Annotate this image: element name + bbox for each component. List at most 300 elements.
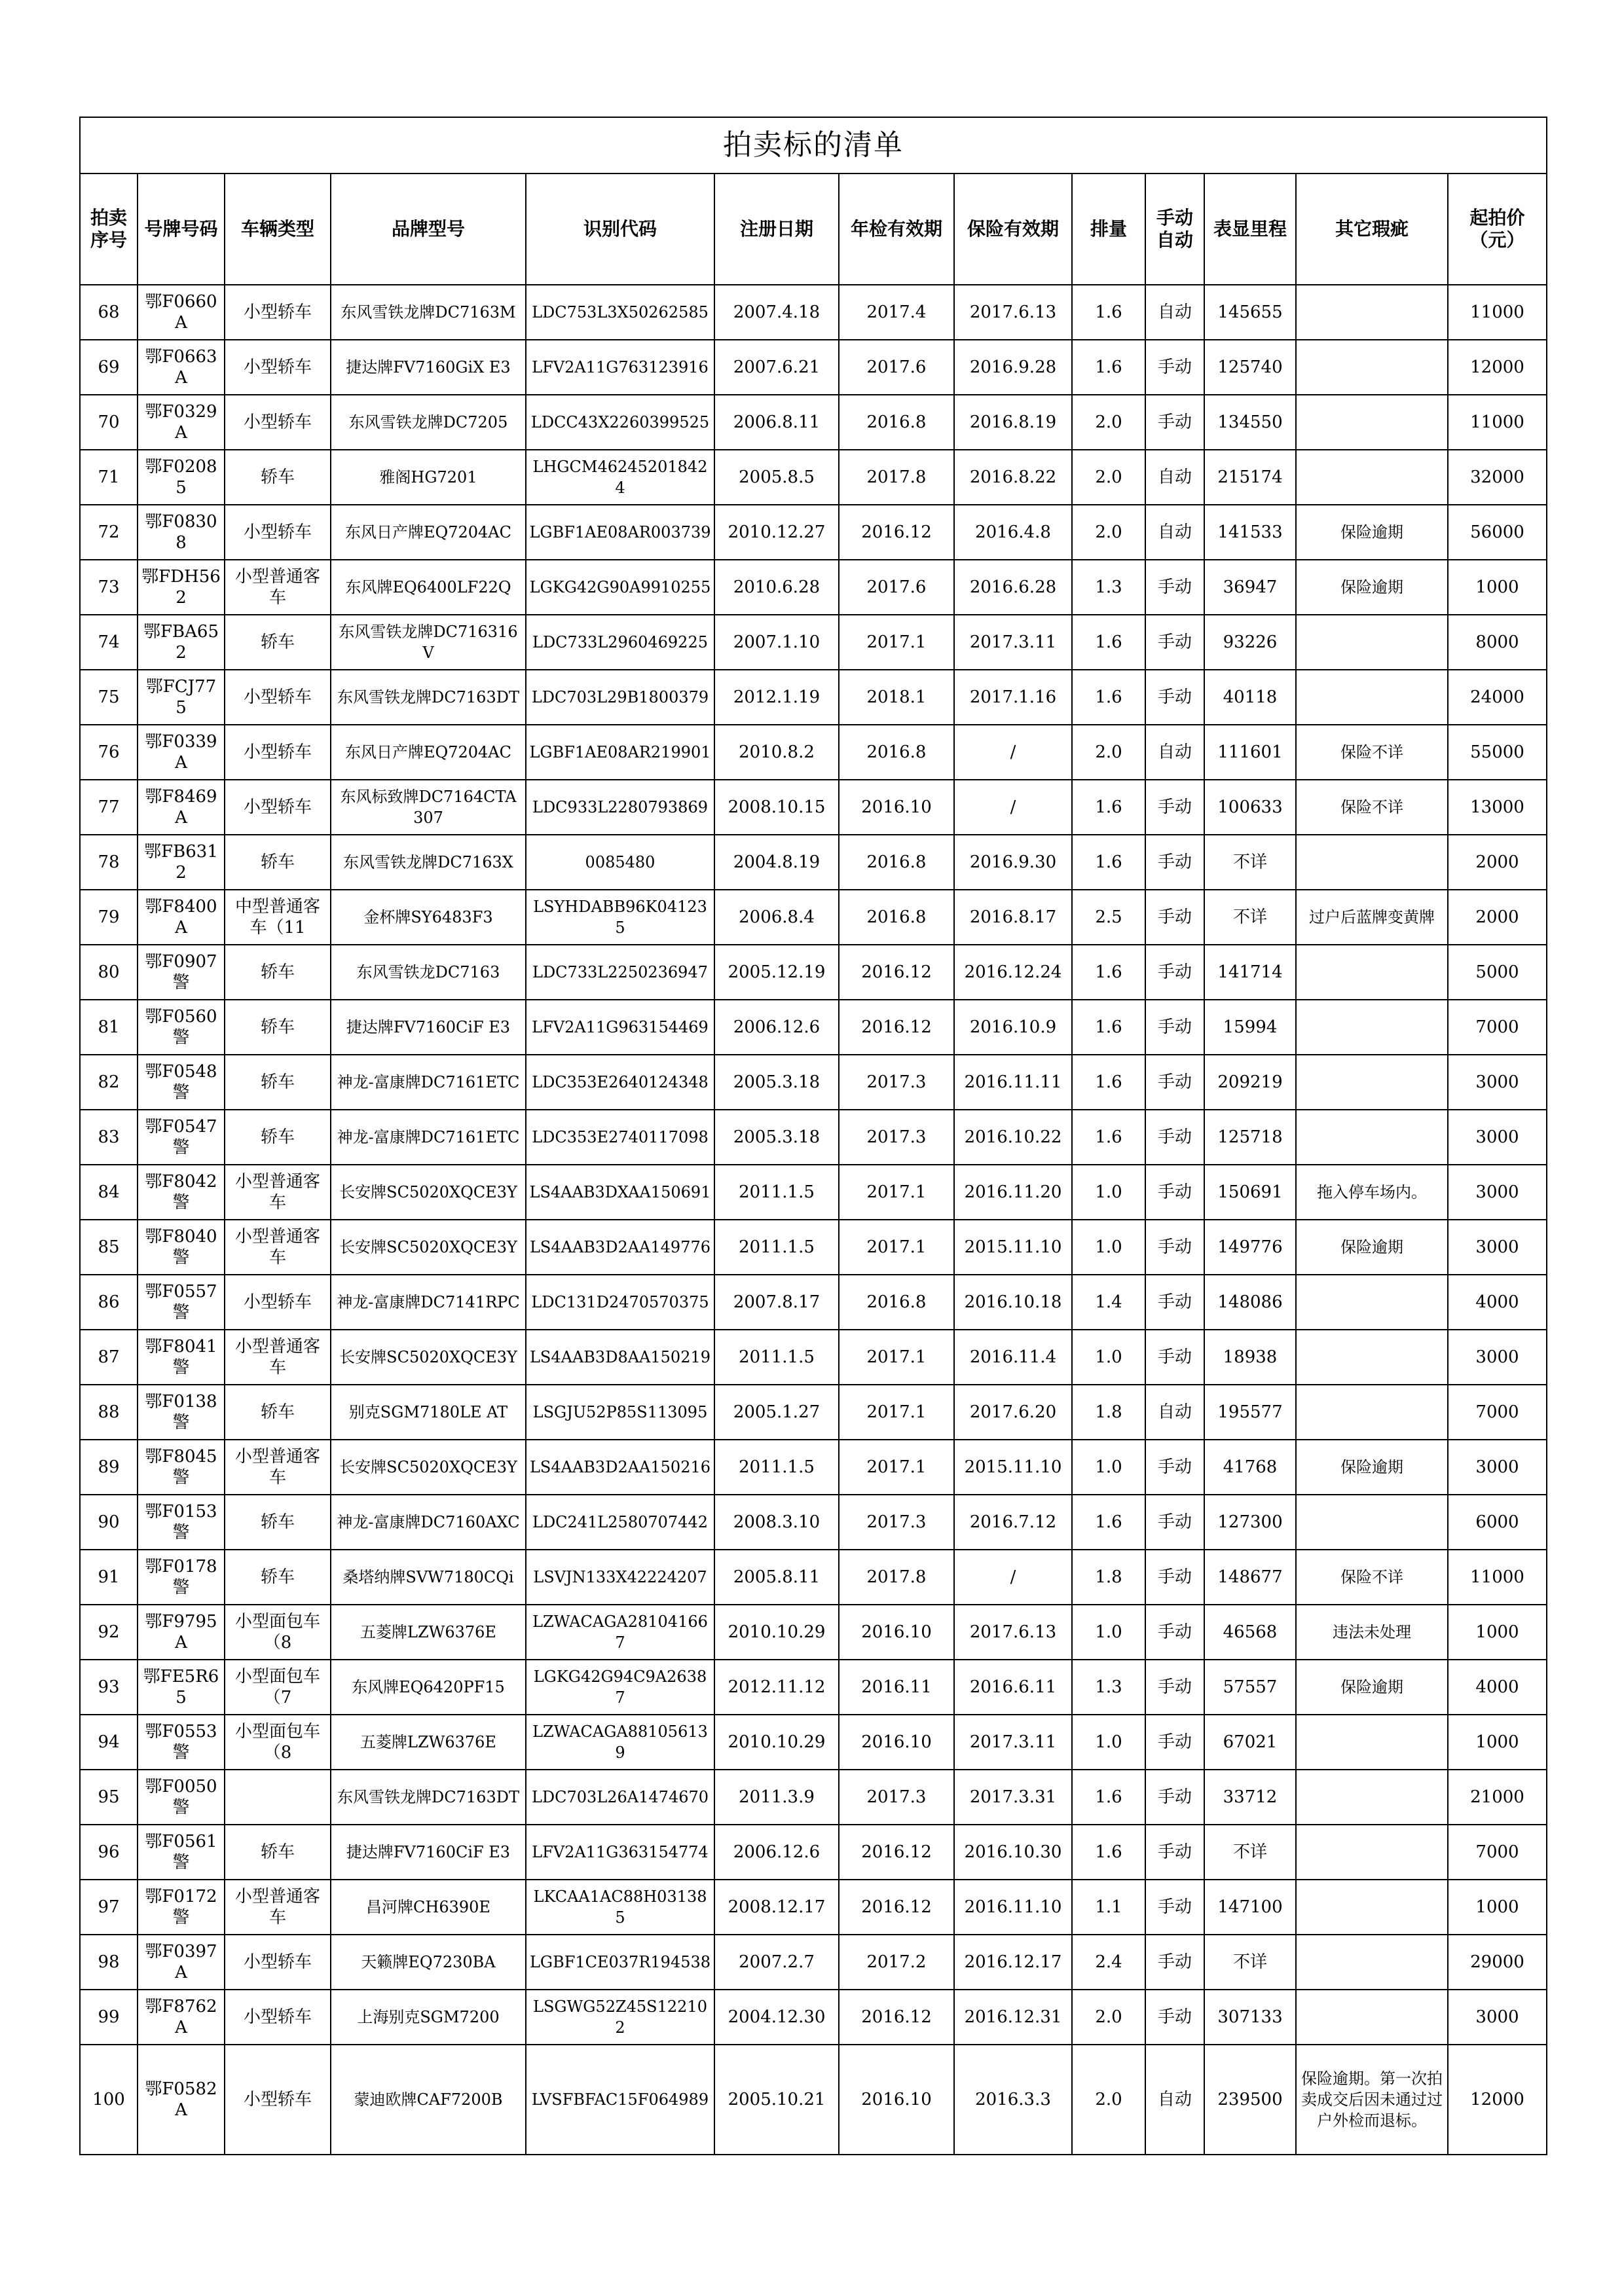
cell-defects <box>1296 1825 1448 1880</box>
cell-plate: 鄂F0178警 <box>138 1550 225 1605</box>
cell-brand-model: 上海别克SGM7200 <box>331 1990 526 2045</box>
cell-lot-no: 98 <box>80 1935 138 1990</box>
cell-vehicle-type: 小型轿车 <box>225 340 331 395</box>
cell-inspection: 2016.8 <box>839 1275 954 1330</box>
cell-displacement: 1.0 <box>1072 1715 1145 1770</box>
cell-start-price: 12000 <box>1448 340 1547 395</box>
cell-mileage: 15994 <box>1204 1000 1296 1055</box>
table-row <box>80 1660 1547 1715</box>
cell-inspection: 2016.11 <box>839 1660 954 1715</box>
cell-register-date: 2006.8.11 <box>714 395 839 450</box>
cell-lot-no: 99 <box>80 1990 138 2045</box>
cell-vehicle-type: 轿车 <box>225 1550 331 1605</box>
cell-plate: 鄂F0557警 <box>138 1275 225 1330</box>
cell-lot-no: 87 <box>80 1330 138 1385</box>
cell-vin: LS4AAB3D2AA149776 <box>526 1220 714 1275</box>
cell-defects <box>1296 1275 1448 1330</box>
cell-displacement: 1.6 <box>1072 1110 1145 1165</box>
cell-vin: LDC353E2640124348 <box>526 1055 714 1110</box>
cell-plate: 鄂F0172警 <box>138 1880 225 1935</box>
cell-vehicle-type: 轿车 <box>225 450 331 505</box>
cell-start-price: 4000 <box>1448 1275 1547 1330</box>
cell-lot-no: 83 <box>80 1110 138 1165</box>
cell-transmission: 手动 <box>1145 1440 1204 1495</box>
cell-plate: 鄂F0582A <box>138 2045 225 2155</box>
cell-vin: LSGJU52P85S113095 <box>526 1385 714 1440</box>
cell-plate: 鄂F8400A <box>138 890 225 945</box>
cell-transmission: 手动 <box>1145 780 1204 835</box>
cell-vin: LS4AAB3D8AA150219 <box>526 1330 714 1385</box>
cell-vin: LGBF1AE08AR003739 <box>526 505 714 560</box>
cell-lot-no: 97 <box>80 1880 138 1935</box>
cell-mileage: 不详 <box>1204 1825 1296 1880</box>
cell-vin: LFV2A11G363154774 <box>526 1825 714 1880</box>
cell-start-price: 1000 <box>1448 560 1547 615</box>
cell-transmission: 手动 <box>1145 1605 1204 1660</box>
table-row <box>80 1440 1547 1495</box>
cell-vehicle-type: 小型轿车 <box>225 1935 331 1990</box>
cell-brand-model: 东风雪铁龙牌DC7163M <box>331 285 526 340</box>
cell-start-price: 2000 <box>1448 835 1547 890</box>
cell-defects: 保险逾期 <box>1296 560 1448 615</box>
cell-displacement: 1.3 <box>1072 1660 1145 1715</box>
cell-transmission: 手动 <box>1145 1990 1204 2045</box>
cell-mileage: 209219 <box>1204 1055 1296 1110</box>
table-row <box>80 615 1547 670</box>
header-plate: 号牌号码 <box>138 173 225 285</box>
cell-mileage: 127300 <box>1204 1495 1296 1550</box>
cell-vin: LZWACAGA281041667 <box>526 1605 714 1660</box>
cell-register-date: 2006.12.6 <box>714 1000 839 1055</box>
cell-plate: 鄂F0663A <box>138 340 225 395</box>
cell-brand-model: 捷达牌FV7160CiF E3 <box>331 1000 526 1055</box>
cell-inspection: 2017.8 <box>839 450 954 505</box>
cell-start-price: 1000 <box>1448 1605 1547 1660</box>
table-row <box>80 1715 1547 1770</box>
cell-insurance: 2015.11.10 <box>954 1220 1072 1275</box>
cell-start-price: 7000 <box>1448 1385 1547 1440</box>
header-displacement: 排量 <box>1072 173 1145 285</box>
cell-start-price: 3000 <box>1448 1055 1547 1110</box>
header-lot-no: 拍卖序号 <box>80 173 138 285</box>
cell-displacement: 1.0 <box>1072 1440 1145 1495</box>
cell-plate: 鄂F8045警 <box>138 1440 225 1495</box>
cell-vehicle-type: 小型普通客车 <box>225 560 331 615</box>
cell-transmission: 手动 <box>1145 1825 1204 1880</box>
header-register-date: 注册日期 <box>714 173 839 285</box>
cell-register-date: 2004.8.19 <box>714 835 839 890</box>
cell-insurance: 2016.11.4 <box>954 1330 1072 1385</box>
cell-lot-no: 88 <box>80 1385 138 1440</box>
cell-lot-no: 91 <box>80 1550 138 1605</box>
cell-displacement: 2.0 <box>1072 1990 1145 2045</box>
cell-register-date: 2010.10.29 <box>714 1715 839 1770</box>
cell-mileage: 148086 <box>1204 1275 1296 1330</box>
cell-insurance: 2016.8.19 <box>954 395 1072 450</box>
cell-mileage: 215174 <box>1204 450 1296 505</box>
cell-plate: 鄂F0153警 <box>138 1495 225 1550</box>
cell-vehicle-type: 小型轿车 <box>225 1275 331 1330</box>
cell-register-date: 2005.12.19 <box>714 945 839 1000</box>
cell-vehicle-type: 轿车 <box>225 945 331 1000</box>
cell-insurance: / <box>954 1550 1072 1605</box>
cell-mileage: 145655 <box>1204 285 1296 340</box>
cell-vin: LGKG42G94C9A26387 <box>526 1660 714 1715</box>
cell-defects: 保险不详 <box>1296 780 1448 835</box>
cell-displacement: 1.6 <box>1072 1055 1145 1110</box>
cell-mileage: 141533 <box>1204 505 1296 560</box>
cell-displacement: 1.6 <box>1072 1495 1145 1550</box>
cell-inspection: 2017.3 <box>839 1770 954 1825</box>
cell-inspection: 2017.4 <box>839 285 954 340</box>
cell-inspection: 2016.8 <box>839 890 954 945</box>
cell-register-date: 2011.1.5 <box>714 1440 839 1495</box>
table-row <box>80 560 1547 615</box>
table-row <box>80 725 1547 780</box>
cell-start-price: 1000 <box>1448 1880 1547 1935</box>
cell-vin: LSGWG52Z45S122102 <box>526 1990 714 2045</box>
cell-register-date: 2010.8.2 <box>714 725 839 780</box>
cell-brand-model: 东风牌EQ6400LF22Q <box>331 560 526 615</box>
cell-start-price: 32000 <box>1448 450 1547 505</box>
cell-insurance: 2017.6.13 <box>954 1605 1072 1660</box>
cell-defects: 保险逾期。第一次拍卖成交后因未通过过户外检而退标。 <box>1296 2045 1448 2155</box>
cell-transmission: 自动 <box>1145 505 1204 560</box>
cell-insurance: 2016.8.22 <box>954 450 1072 505</box>
cell-brand-model: 东风雪铁龙牌DC7163DT <box>331 1770 526 1825</box>
cell-brand-model: 神龙-富康牌DC7161ETC <box>331 1055 526 1110</box>
header-brand-model: 品牌型号 <box>331 173 526 285</box>
cell-insurance: 2015.11.10 <box>954 1440 1072 1495</box>
cell-start-price: 11000 <box>1448 285 1547 340</box>
cell-register-date: 2008.12.17 <box>714 1880 839 1935</box>
table-row <box>80 1990 1547 2045</box>
cell-brand-model: 神龙-富康牌DC7161ETC <box>331 1110 526 1165</box>
table-row <box>80 1385 1547 1440</box>
cell-inspection: 2016.10 <box>839 780 954 835</box>
table-row <box>80 1110 1547 1165</box>
cell-displacement: 2.4 <box>1072 1935 1145 1990</box>
cell-insurance: / <box>954 725 1072 780</box>
cell-inspection: 2016.12 <box>839 945 954 1000</box>
cell-inspection: 2016.8 <box>839 835 954 890</box>
cell-insurance: / <box>954 780 1072 835</box>
cell-vehicle-type: 轿车 <box>225 1495 331 1550</box>
cell-displacement: 2.5 <box>1072 890 1145 945</box>
cell-lot-no: 75 <box>80 670 138 725</box>
cell-mileage: 195577 <box>1204 1385 1296 1440</box>
cell-brand-model: 金杯牌SY6483F3 <box>331 890 526 945</box>
cell-start-price: 55000 <box>1448 725 1547 780</box>
table-row <box>80 285 1547 340</box>
header-vin: 识别代码 <box>526 173 714 285</box>
cell-insurance: 2016.8.17 <box>954 890 1072 945</box>
cell-plate: 鄂FB6312 <box>138 835 225 890</box>
cell-lot-no: 89 <box>80 1440 138 1495</box>
cell-register-date: 2007.6.21 <box>714 340 839 395</box>
cell-lot-no: 70 <box>80 395 138 450</box>
cell-insurance: 2016.11.10 <box>954 1880 1072 1935</box>
cell-inspection: 2016.10 <box>839 1715 954 1770</box>
header-vehicle-type: 车辆类型 <box>225 173 331 285</box>
cell-plate: 鄂F9795A <box>138 1605 225 1660</box>
cell-mileage: 57557 <box>1204 1660 1296 1715</box>
cell-plate: 鄂F0397A <box>138 1935 225 1990</box>
cell-inspection: 2017.8 <box>839 1550 954 1605</box>
cell-lot-no: 74 <box>80 615 138 670</box>
cell-inspection: 2016.12 <box>839 1000 954 1055</box>
cell-vehicle-type: 中型普通客车（11 <box>225 890 331 945</box>
cell-brand-model: 东风雪铁龙牌DC7205 <box>331 395 526 450</box>
cell-insurance: 2016.10.30 <box>954 1825 1072 1880</box>
cell-mileage: 100633 <box>1204 780 1296 835</box>
cell-lot-no: 82 <box>80 1055 138 1110</box>
cell-mileage: 147100 <box>1204 1880 1296 1935</box>
table-row <box>80 1220 1547 1275</box>
table-row <box>80 340 1547 395</box>
cell-lot-no: 90 <box>80 1495 138 1550</box>
cell-register-date: 2006.12.6 <box>714 1825 839 1880</box>
cell-vin: LDC241L2580707442 <box>526 1495 714 1550</box>
cell-defects <box>1296 1770 1448 1825</box>
cell-transmission: 手动 <box>1145 1220 1204 1275</box>
cell-transmission: 手动 <box>1145 1550 1204 1605</box>
cell-lot-no: 69 <box>80 340 138 395</box>
cell-start-price: 56000 <box>1448 505 1547 560</box>
cell-vehicle-type: 小型轿车 <box>225 1990 331 2045</box>
table-row <box>80 1000 1547 1055</box>
cell-mileage: 不详 <box>1204 890 1296 945</box>
cell-vehicle-type: 轿车 <box>225 1825 331 1880</box>
cell-displacement: 1.6 <box>1072 340 1145 395</box>
cell-mileage: 不详 <box>1204 835 1296 890</box>
cell-inspection: 2017.1 <box>839 1165 954 1220</box>
cell-vin: LKCAA1AC88H031385 <box>526 1880 714 1935</box>
cell-plate: 鄂F0050警 <box>138 1770 225 1825</box>
cell-vehicle-type: 轿车 <box>225 835 331 890</box>
cell-inspection: 2017.1 <box>839 1330 954 1385</box>
cell-displacement: 2.0 <box>1072 450 1145 505</box>
cell-vin: LVSFBFAC15F064989 <box>526 2045 714 2155</box>
cell-vehicle-type: 小型普通客车 <box>225 1330 331 1385</box>
cell-brand-model: 捷达牌FV7160GiX E3 <box>331 340 526 395</box>
cell-inspection: 2017.1 <box>839 1220 954 1275</box>
cell-brand-model: 天籁牌EQ7230BA <box>331 1935 526 1990</box>
cell-defects <box>1296 1935 1448 1990</box>
cell-vin: LSVJN133X42224207 <box>526 1550 714 1605</box>
header-start-price: 起拍价（元） <box>1448 173 1547 285</box>
header-defects: 其它瑕疵 <box>1296 173 1448 285</box>
cell-plate: 鄂F0138警 <box>138 1385 225 1440</box>
cell-transmission: 自动 <box>1145 285 1204 340</box>
cell-register-date: 2006.8.4 <box>714 890 839 945</box>
cell-plate: 鄂F8041警 <box>138 1330 225 1385</box>
cell-start-price: 4000 <box>1448 1660 1547 1715</box>
cell-mileage: 239500 <box>1204 2045 1296 2155</box>
cell-start-price: 3000 <box>1448 1990 1547 2045</box>
cell-inspection: 2017.1 <box>839 1440 954 1495</box>
cell-brand-model: 长安牌SC5020XQCE3Y <box>331 1330 526 1385</box>
table-row <box>80 450 1547 505</box>
cell-brand-model: 神龙-富康牌DC7141RPC <box>331 1275 526 1330</box>
cell-lot-no: 85 <box>80 1220 138 1275</box>
cell-transmission: 手动 <box>1145 1110 1204 1165</box>
cell-mileage: 41768 <box>1204 1440 1296 1495</box>
cell-mileage: 46568 <box>1204 1605 1296 1660</box>
cell-mileage: 93226 <box>1204 615 1296 670</box>
cell-transmission: 自动 <box>1145 1385 1204 1440</box>
cell-displacement: 1.0 <box>1072 1330 1145 1385</box>
cell-register-date: 2008.3.10 <box>714 1495 839 1550</box>
table-row <box>80 835 1547 890</box>
table-row <box>80 1495 1547 1550</box>
cell-displacement: 2.0 <box>1072 725 1145 780</box>
cell-mileage: 36947 <box>1204 560 1296 615</box>
cell-defects <box>1296 835 1448 890</box>
cell-vehicle-type: 轿车 <box>225 1385 331 1440</box>
cell-vehicle-type: 小型轿车 <box>225 2045 331 2155</box>
cell-start-price: 3000 <box>1448 1330 1547 1385</box>
cell-displacement: 1.6 <box>1072 945 1145 1000</box>
cell-displacement: 1.3 <box>1072 560 1145 615</box>
cell-brand-model: 东风牌EQ6420PF15 <box>331 1660 526 1715</box>
cell-start-price: 7000 <box>1448 1000 1547 1055</box>
cell-lot-no: 96 <box>80 1825 138 1880</box>
table-row <box>80 1055 1547 1110</box>
cell-plate: 鄂F0329A <box>138 395 225 450</box>
cell-brand-model: 五菱牌LZW6376E <box>331 1605 526 1660</box>
cell-insurance: 2017.3.11 <box>954 615 1072 670</box>
cell-brand-model: 东风日产牌EQ7204AC <box>331 505 526 560</box>
cell-plate: 鄂F0561警 <box>138 1825 225 1880</box>
cell-transmission: 手动 <box>1145 1165 1204 1220</box>
cell-transmission: 手动 <box>1145 395 1204 450</box>
cell-defects: 违法未处理 <box>1296 1605 1448 1660</box>
cell-defects: 保险逾期 <box>1296 1220 1448 1275</box>
cell-inspection: 2017.1 <box>839 615 954 670</box>
table-row <box>80 1165 1547 1220</box>
cell-lot-no: 84 <box>80 1165 138 1220</box>
cell-brand-model: 长安牌SC5020XQCE3Y <box>331 1220 526 1275</box>
cell-plate: 鄂F0547警 <box>138 1110 225 1165</box>
cell-register-date: 2005.10.21 <box>714 2045 839 2155</box>
cell-mileage: 18938 <box>1204 1330 1296 1385</box>
cell-brand-model: 东风雪铁龙牌DC7163X <box>331 835 526 890</box>
cell-vin: LGBF1AE08AR219901 <box>526 725 714 780</box>
cell-vin: LS4AAB3D2AA150216 <box>526 1440 714 1495</box>
cell-register-date: 2010.12.27 <box>714 505 839 560</box>
cell-displacement: 1.4 <box>1072 1275 1145 1330</box>
cell-start-price: 6000 <box>1448 1495 1547 1550</box>
table-row <box>80 890 1547 945</box>
cell-insurance: 2017.3.31 <box>954 1770 1072 1825</box>
cell-brand-model: 长安牌SC5020XQCE3Y <box>331 1440 526 1495</box>
cell-displacement: 2.0 <box>1072 2045 1145 2155</box>
cell-vin: LDC131D2470570375 <box>526 1275 714 1330</box>
cell-vehicle-type: 轿车 <box>225 1000 331 1055</box>
cell-defects <box>1296 945 1448 1000</box>
cell-defects <box>1296 670 1448 725</box>
cell-plate: 鄂F0548警 <box>138 1055 225 1110</box>
cell-defects: 拖入停车场内。 <box>1296 1165 1448 1220</box>
auction-list-sheet <box>79 117 1546 2155</box>
cell-displacement: 1.6 <box>1072 1770 1145 1825</box>
cell-register-date: 2005.3.18 <box>714 1110 839 1165</box>
cell-plate: 鄂F8762A <box>138 1990 225 2045</box>
cell-lot-no: 76 <box>80 725 138 780</box>
cell-insurance: 2016.6.11 <box>954 1660 1072 1715</box>
cell-vehicle-type: 小型轿车 <box>225 285 331 340</box>
cell-plate: 鄂F0660A <box>138 285 225 340</box>
cell-vin: LGKG42G90A9910255 <box>526 560 714 615</box>
cell-displacement: 1.0 <box>1072 1220 1145 1275</box>
cell-vin: LDC703L26A1474670 <box>526 1770 714 1825</box>
cell-vin: LDC733L2250236947 <box>526 945 714 1000</box>
cell-inspection: 2016.12 <box>839 1990 954 2045</box>
cell-transmission: 自动 <box>1145 725 1204 780</box>
cell-displacement: 1.6 <box>1072 780 1145 835</box>
cell-register-date: 2005.1.27 <box>714 1385 839 1440</box>
cell-inspection: 2017.3 <box>839 1495 954 1550</box>
cell-insurance: 2017.6.13 <box>954 285 1072 340</box>
cell-vehicle-type: 轿车 <box>225 1110 331 1165</box>
cell-lot-no: 80 <box>80 945 138 1000</box>
cell-defects: 过户后蓝牌变黄牌 <box>1296 890 1448 945</box>
cell-lot-no: 77 <box>80 780 138 835</box>
cell-inspection: 2018.1 <box>839 670 954 725</box>
cell-insurance: 2016.9.28 <box>954 340 1072 395</box>
cell-lot-no: 86 <box>80 1275 138 1330</box>
cell-brand-model: 神龙-富康牌DC7160AXC <box>331 1495 526 1550</box>
cell-plate: 鄂F8040警 <box>138 1220 225 1275</box>
cell-brand-model: 东风雪铁龙DC7163 <box>331 945 526 1000</box>
cell-insurance: 2016.10.18 <box>954 1275 1072 1330</box>
cell-displacement: 1.6 <box>1072 835 1145 890</box>
cell-inspection: 2017.6 <box>839 560 954 615</box>
cell-vehicle-type: 小型面包车 （8 <box>225 1605 331 1660</box>
cell-insurance: 2017.1.16 <box>954 670 1072 725</box>
cell-displacement: 1.0 <box>1072 1165 1145 1220</box>
cell-start-price: 3000 <box>1448 1165 1547 1220</box>
cell-transmission: 手动 <box>1145 1055 1204 1110</box>
cell-lot-no: 73 <box>80 560 138 615</box>
cell-mileage: 111601 <box>1204 725 1296 780</box>
cell-defects <box>1296 1385 1448 1440</box>
cell-defects: 保险逾期 <box>1296 1440 1448 1495</box>
cell-displacement: 1.6 <box>1072 285 1145 340</box>
header-transmission: 手动自动 <box>1145 173 1204 285</box>
cell-plate: 鄂F0907警 <box>138 945 225 1000</box>
cell-register-date: 2012.1.19 <box>714 670 839 725</box>
cell-start-price: 29000 <box>1448 1935 1547 1990</box>
cell-plate: 鄂FBA652 <box>138 615 225 670</box>
cell-register-date: 2007.2.7 <box>714 1935 839 1990</box>
cell-plate: 鄂F8042警 <box>138 1165 225 1220</box>
cell-transmission: 手动 <box>1145 1660 1204 1715</box>
cell-register-date: 2007.4.18 <box>714 285 839 340</box>
cell-vin: LDC703L29B1800379 <box>526 670 714 725</box>
cell-defects <box>1296 1715 1448 1770</box>
cell-transmission: 手动 <box>1145 340 1204 395</box>
header-insurance: 保险有效期 <box>954 173 1072 285</box>
cell-defects <box>1296 1880 1448 1935</box>
cell-register-date: 2010.6.28 <box>714 560 839 615</box>
cell-plate: 鄂FE5R65 <box>138 1660 225 1715</box>
cell-defects <box>1296 1330 1448 1385</box>
cell-register-date: 2007.1.10 <box>714 615 839 670</box>
cell-defects <box>1296 395 1448 450</box>
cell-displacement: 1.6 <box>1072 1000 1145 1055</box>
